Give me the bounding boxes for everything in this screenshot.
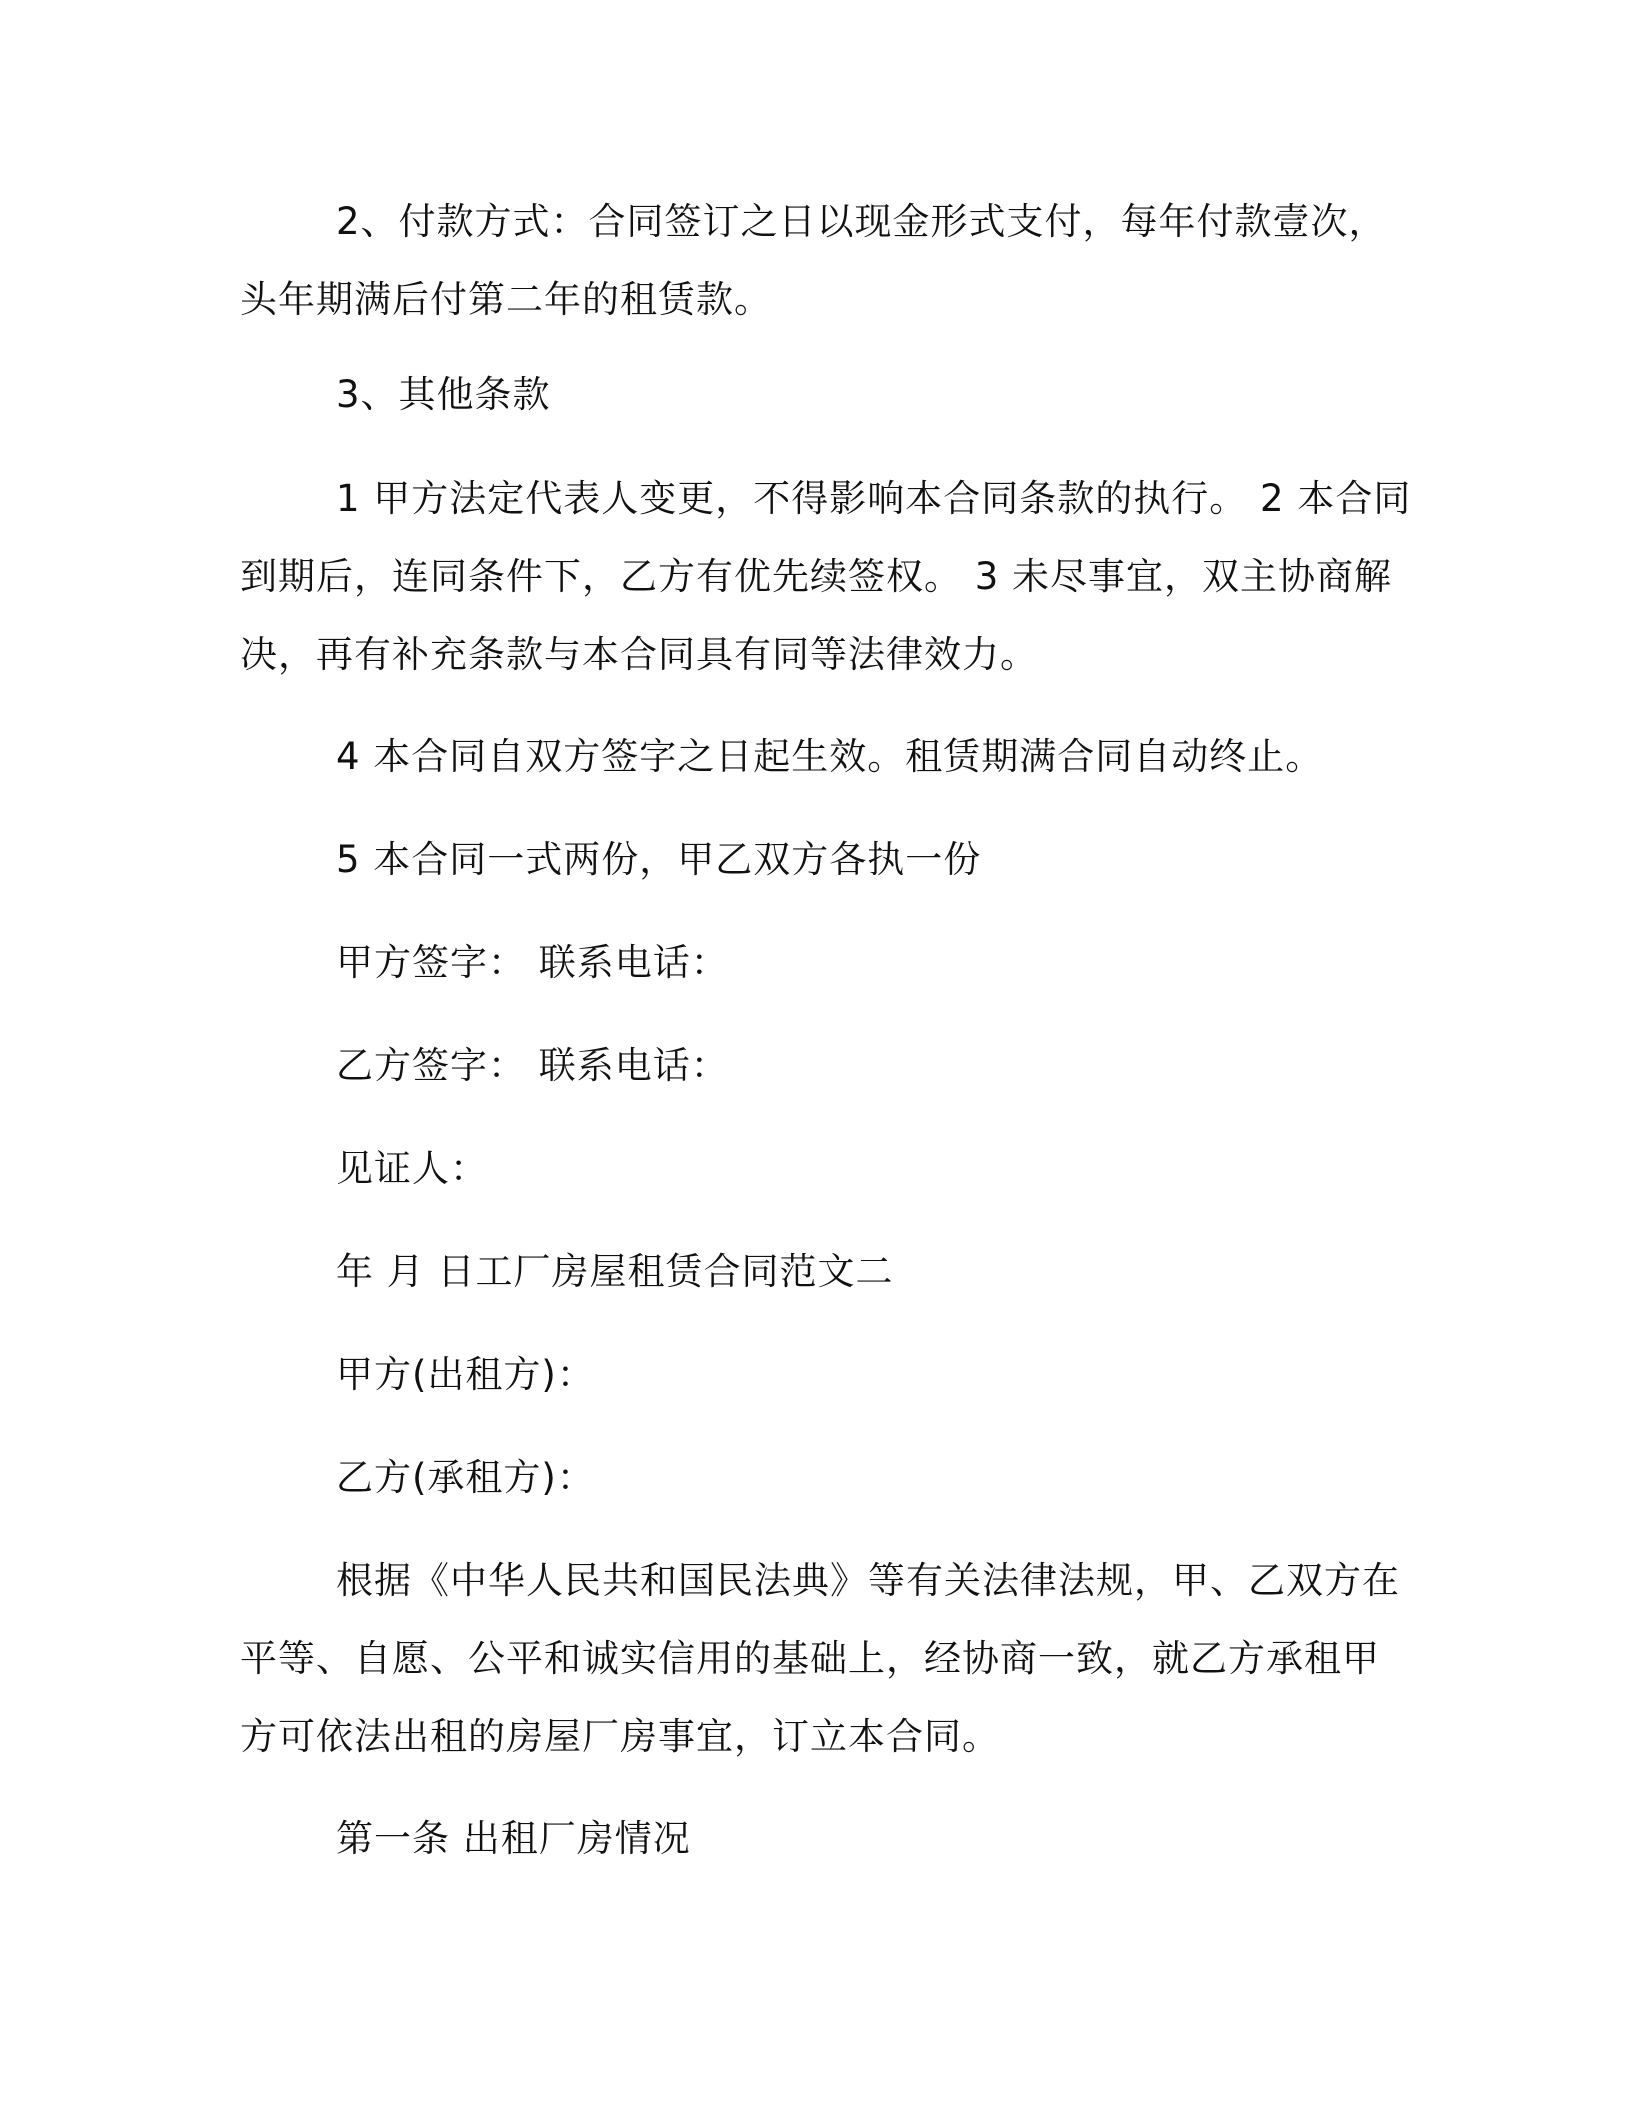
text-line: 3、其他条款 <box>336 373 551 416</box>
text-line: 头年期满后付第二年的租赁款。 <box>240 278 772 321</box>
witness-line <box>240 1130 1380 1208</box>
article-one-heading <box>240 1800 1380 1878</box>
text-line: 5 本合同一式两份，甲乙双方各执一份 <box>336 838 982 881</box>
text-line: 根据《中华人民共和国民法典》等有关法律法规，甲、乙双方在 <box>336 1559 1400 1602</box>
text-line: 1 甲方法定代表人变更，不得影响本合同条款的执行。 2 本合同 <box>336 477 1412 520</box>
paragraph-other-terms <box>240 356 1380 434</box>
party-a-signature-line <box>240 924 1380 1002</box>
text-line: 年 月 日工厂房屋租赁合同范文二 <box>336 1250 894 1293</box>
text-line: 方可依法出租的房屋厂房事宜，订立本合同。 <box>240 1715 1000 1758</box>
text-line: 2、付款方式：合同签订之日以现金形式支付，每年付款壹次， <box>336 200 1387 243</box>
paragraph-legal-basis <box>240 1542 1400 1776</box>
text-line: 甲方(出租方)： <box>336 1353 595 1396</box>
party-b-signature-line <box>240 1027 1380 1105</box>
date-and-sample-title <box>240 1233 1380 1311</box>
paragraph-payment-method <box>240 183 1387 339</box>
text-line: 决，再有补充条款与本合同具有同等法律效力。 <box>240 633 1038 676</box>
text-line: 4 本合同自双方签字之日起生效。租赁期满合同自动终止。 <box>336 735 1324 778</box>
party-a-lessor-line <box>240 1336 1380 1414</box>
paragraph-term-5 <box>240 821 1380 899</box>
text-line: 到期后，连同条件下，乙方有优先续签权。 3 未尽事宜，双主协商解 <box>240 555 1393 598</box>
paragraph-terms-1-3 <box>240 460 1412 694</box>
paragraph-term-4 <box>240 718 1380 796</box>
text-line: 乙方(承租方)： <box>336 1456 595 1499</box>
text-line: 平等、自愿、公平和诚实信用的基础上，经协商一致，就乙方承租甲 <box>240 1637 1380 1680</box>
text-line: 第一条 出租厂房情况 <box>336 1817 691 1860</box>
text-line: 乙方签字： 联系电话： <box>336 1044 729 1087</box>
text-line: 见证人： <box>336 1147 488 1190</box>
text-line: 甲方签字： 联系电话： <box>336 941 729 984</box>
party-b-lessee-line <box>240 1439 1380 1517</box>
